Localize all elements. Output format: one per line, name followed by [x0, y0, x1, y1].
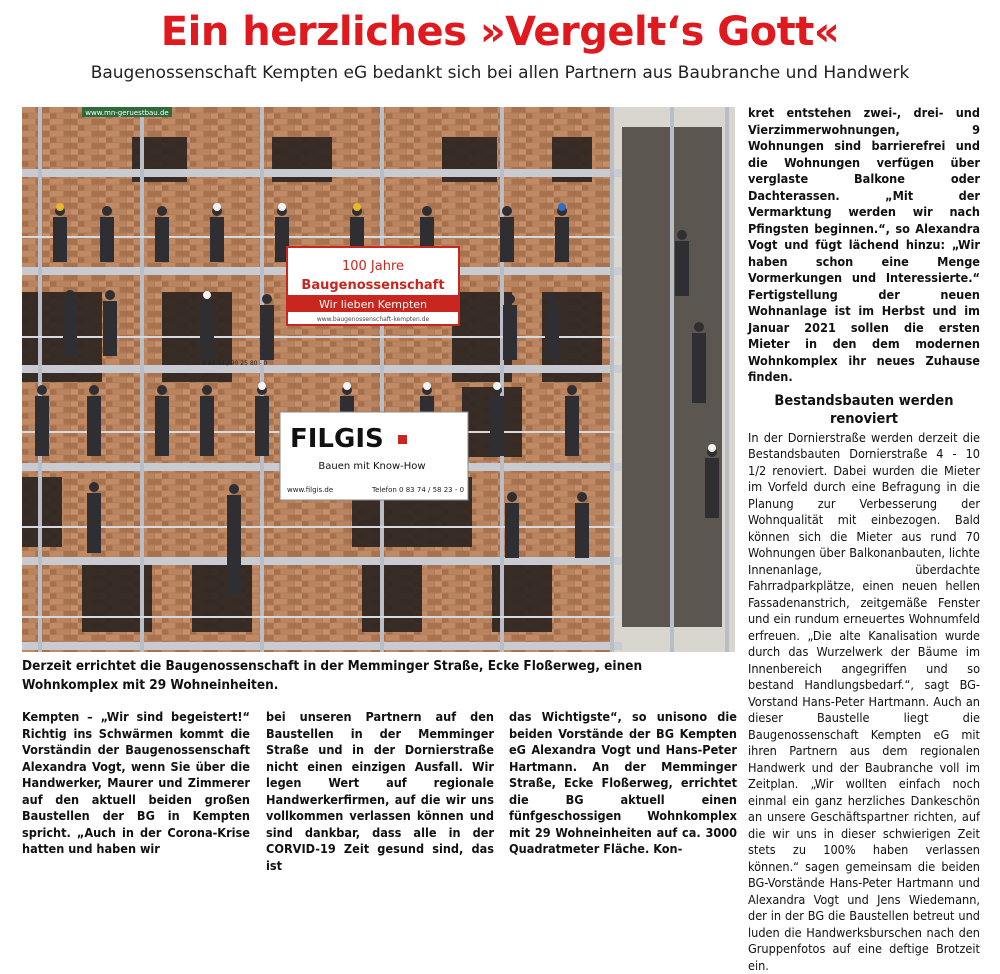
article-column-2	[266, 709, 494, 859]
filgis-slogan: Bauen mit Know-How	[318, 461, 425, 472]
banner1-line2: Baugenossenschaft	[301, 278, 444, 293]
photo-caption: Derzeit errichtet die Baugenossenschaft in der Memminger Straße, Ecke Floßerweg, einen Wohnkomplex mit 29 Wohneinheiten.	[22, 657, 735, 695]
filgis-logo: FILGIS	[290, 424, 384, 454]
column-3-text: das Wichtigste“, so unisono die beiden Vorstände der BG Kempten eG Alexandra Vogt und Hans-Peter Hartmann. An der Memminger Straße, Ecke Floßerweg, errichtet die BG aktuell einen fünfgeschossigen Wohnkomplex mit 29 Wohneinheiten auf ca. 3000 Quadratmeter Fläche. Kon-	[509, 709, 737, 858]
filgis-url: www.filgis.de	[287, 486, 333, 494]
filgis-banner	[280, 412, 468, 500]
column-4-paragraph-2: In der Dornierstraße werden derzeit die Bestandsbauten Dornierstraße 4 - 10 1/2 renoviert. Dabei wurden die Mieter im Vorfeld durch eine Befragung in die Planung zur Verbesserung der Wohnqualität mit einbezogen. Bald können sich die Mieter aus rund 70 Wohnungen über Balkonanbauten, lichte Innenanlage, überdachte Fahrradparkplätze, einen neuen hellen Fassadenanstrich, zeitgemäße Fenster und ein rundum erneuertes Wohnumfeld erfreuen. „Die alte Kanalisation wurde durch das Wurzelwerk der Bäume im Innenbereich angegriffen und so bestand Handlungsbedarf.“, sagt BG-Vorstand Hans-Peter Hartmann. Auch an dieser Baustelle liegt die Baugenossenschaft Kempten eG mit ihren Partnern aus dem regionalen Handwerk und der Baubranche voll im Zeitplan. „Wir wollten einfach noch einmal ein ganz herzliches Dankeschön an unsere Geschäftspartner richten, auf die wir uns in dieser schwierigen Zeit stets zu 100% haben verlassen können.“ sagen gemeinsam die beiden BG-Vorstände Hans-Peter Hartmann und Alexandra Vogt und Jens Wiedemann, der in der BG die Baustellen betreut und luden die Handwerksburschen nach den Gruppenfotos auf eine deftige Brotzeit ein.	[748, 430, 980, 974]
column-1-text: Kempten – „Wir sind begeistert!“ Richtig ins Schwärmen kommt die Vorständin der Baugenossenschaft Alexandra Vogt, wenn Sie über die Handwerker, Maurer und Zimmerer auf den aktuell beiden großen Baustellen der BG in Kempten spricht. „Auch in der Corona-Krise hatten und haben wir	[22, 709, 250, 858]
headline: Ein herzliches »Vergelt‘s Gott«	[0, 8, 1000, 56]
banner1-url: www.baugenossenschaft-kempten.de	[317, 316, 430, 323]
anniversary-banner	[287, 247, 459, 325]
scaffold-phone-text: 0 83 31 / 90 25 80 - 0	[202, 360, 267, 367]
article-column-1	[22, 709, 250, 859]
article-photo	[22, 107, 735, 652]
article-column-4	[748, 105, 980, 855]
article-column-3	[509, 709, 737, 859]
scaffold-sign-text: www.mn-geruestbau.de	[85, 109, 168, 117]
column-4-paragraph-1: kret entstehen zwei-, drei- und Vierzimmerwohnungen, 9 Wohnungen sind barrierefrei und die Wohnungen verfügen über verglaste Balkone oder Dachterassen. „Mit der Vermarktung werden wir nach Pfingsten beginnen.“, so Alexandra Vogt und fügt lächend hinzu: „Wir haben schon eine Menge Vormerkungen und Interessierte.“ Fertigstellung der neuen Wohnanlage ist im Herbst und im Januar 2021 sollen die ersten Mieter in den dem modernen Wohnkomplex ihr neues Zuhause finden.	[748, 105, 980, 386]
banner1-line1: 100 Jahre	[342, 259, 404, 274]
section-subheading: Bestandsbauten werden renoviert	[748, 392, 980, 428]
filgis-phone: Telefon 0 83 74 / 58 23 - 0	[371, 486, 464, 494]
photo-illustration	[22, 107, 735, 652]
subheadline: Baugenossenschaft Kempten eG bedankt sich bei allen Partnern aus Baubranche und Handwerk	[0, 62, 1000, 84]
banner1-line3: Wir lieben Kempten	[319, 298, 427, 311]
column-2-text: bei unseren Partnern auf den Baustellen in der Memminger Straße und in der Dornierstraße nicht einen einzigen Ausfall. Wir legen Wert auf regionale Handwerkerfirmen, auf die wir uns vollkommen verlassen können und sind dankbar, dass alle in der CORVID-19 Zeit gesund sind, das ist	[266, 709, 494, 874]
